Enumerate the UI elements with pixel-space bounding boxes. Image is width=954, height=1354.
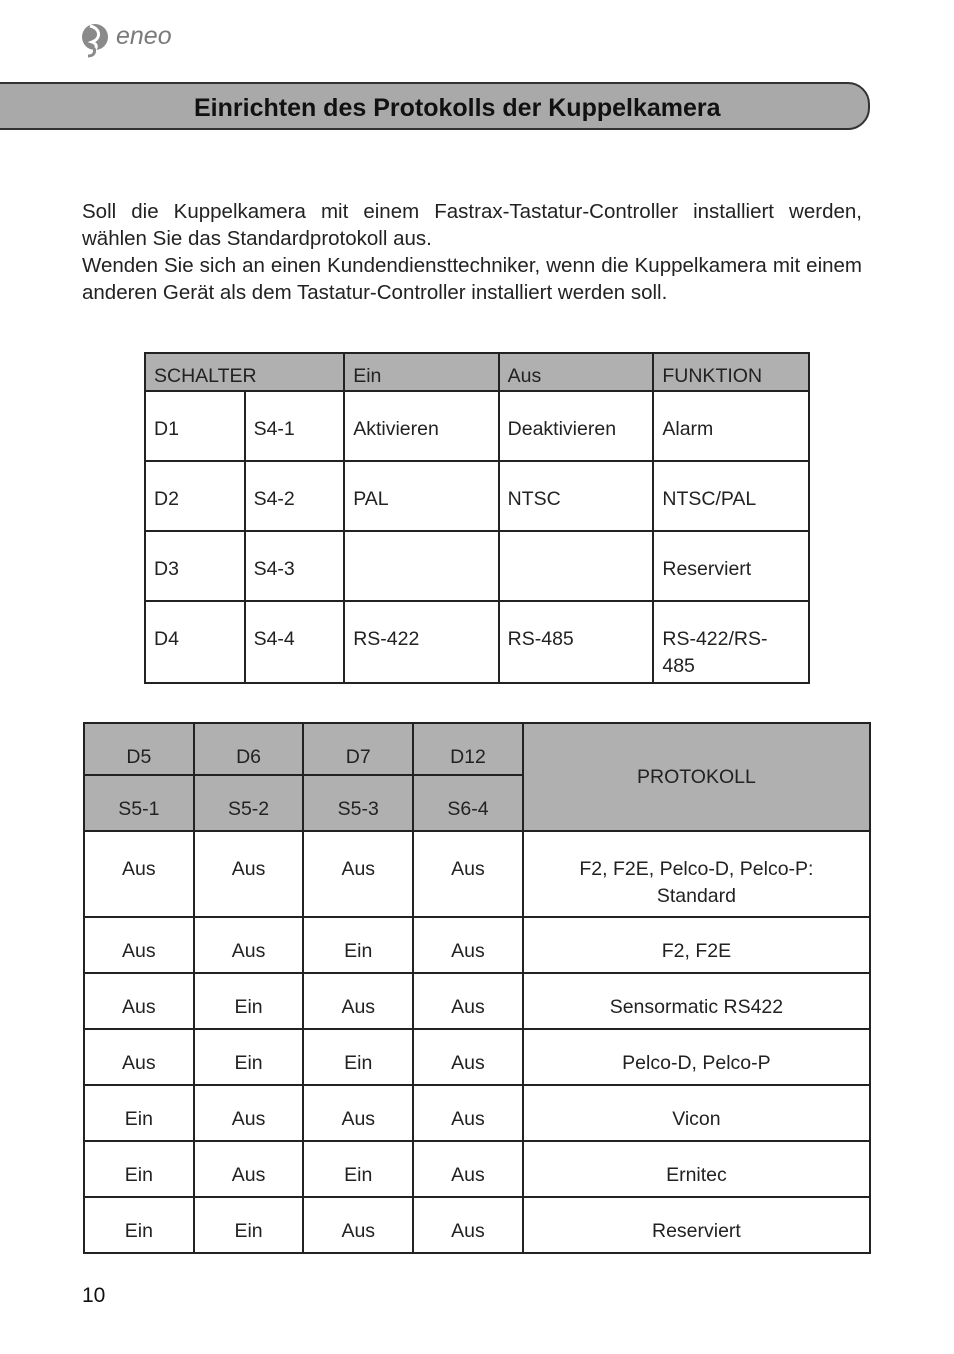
cell-d6: Aus	[194, 1085, 304, 1141]
cell-d5: Aus	[84, 831, 194, 917]
cell-protokoll: F2, F2E, Pelco-D, Pelco-P: Standard	[523, 831, 870, 917]
cell-ein: PAL	[344, 461, 498, 531]
cell-d12: Aus	[413, 1029, 523, 1085]
header-s5-1: S5-1	[84, 775, 194, 831]
cell-d6: Aus	[194, 831, 304, 917]
cell-d5: Aus	[84, 917, 194, 973]
cell-d7: Ein	[303, 1029, 413, 1085]
cell-d7: Aus	[303, 831, 413, 917]
table-row	[145, 461, 809, 531]
cell-funktion: Reserviert	[653, 531, 809, 601]
header-s6-4: S6-4	[413, 775, 523, 831]
header-ein: Ein	[344, 353, 498, 391]
cell-d12: Aus	[413, 973, 523, 1029]
protocol-header-dip-row	[84, 723, 870, 775]
intro-paragraph-2: Wenden Sie sich an einen Kundendiensttechniker, wenn die Kuppelkamera mit einem anderen Gerät als dem Tastatur-Controller installiert werden soll.	[82, 254, 862, 304]
cell-d7: Ein	[303, 917, 413, 973]
title-bar	[0, 82, 870, 130]
header-d5: D5	[84, 723, 194, 775]
protocol-table	[83, 722, 871, 1254]
table-row	[84, 1197, 870, 1253]
cell-aus: RS-485	[499, 601, 654, 683]
cell-ein: Aktivieren	[344, 391, 498, 461]
cell-protokoll: Ernitec	[523, 1141, 870, 1197]
cell-funktion: RS-422/RS-485	[653, 601, 809, 683]
header-funktion: FUNKTION	[653, 353, 809, 391]
cell-d5: Ein	[84, 1197, 194, 1253]
cell-d12: Aus	[413, 917, 523, 973]
cell-d: D1	[145, 391, 245, 461]
cell-d6: Aus	[194, 1141, 304, 1197]
header-d7: D7	[303, 723, 413, 775]
cell-d7: Aus	[303, 1197, 413, 1253]
cell-s: S4-4	[245, 601, 345, 683]
cell-d12: Aus	[413, 1141, 523, 1197]
cell-d5: Ein	[84, 1141, 194, 1197]
cell-d: D3	[145, 531, 245, 601]
table-row	[84, 1029, 870, 1085]
table-row	[84, 1141, 870, 1197]
cell-aus: Deaktivieren	[499, 391, 654, 461]
cell-d7: Ein	[303, 1141, 413, 1197]
table-row	[84, 1085, 870, 1141]
table-row	[84, 973, 870, 1029]
cell-protokoll: Pelco-D, Pelco-P	[523, 1029, 870, 1085]
cell-d6: Aus	[194, 917, 304, 973]
cell-d7: Aus	[303, 973, 413, 1029]
cell-d: D2	[145, 461, 245, 531]
table-row	[145, 391, 809, 461]
table-row	[84, 917, 870, 973]
table-row	[84, 831, 870, 917]
header-s5-3: S5-3	[303, 775, 413, 831]
cell-d: D4	[145, 601, 245, 683]
cell-d12: Aus	[413, 831, 523, 917]
cell-s: S4-1	[245, 391, 345, 461]
cell-d5: Ein	[84, 1085, 194, 1141]
header-d6: D6	[194, 723, 304, 775]
cell-protokoll: Vicon	[523, 1085, 870, 1141]
header-protokoll: PROTOKOLL	[523, 723, 870, 831]
cell-d6: Ein	[194, 1197, 304, 1253]
eneo-logo	[80, 18, 200, 58]
cell-ein: RS-422	[344, 601, 498, 683]
cell-d6: Ein	[194, 973, 304, 1029]
page-number: 10	[82, 1284, 106, 1307]
page-title: Einrichten des Protokolls der Kuppelkamera	[194, 94, 721, 122]
cell-protokoll: Reserviert	[523, 1197, 870, 1253]
cell-d6: Ein	[194, 1029, 304, 1085]
cell-funktion: NTSC/PAL	[653, 461, 809, 531]
logo-text: eneo	[116, 22, 172, 50]
cell-d7: Aus	[303, 1085, 413, 1141]
header-d12: D12	[413, 723, 523, 775]
intro-text	[82, 198, 862, 306]
header-s5-2: S5-2	[194, 775, 304, 831]
cell-d5: Aus	[84, 1029, 194, 1085]
cell-protokoll: Sensormatic RS422	[523, 973, 870, 1029]
table-row	[145, 601, 809, 683]
cell-s: S4-2	[245, 461, 345, 531]
cell-d12: Aus	[413, 1197, 523, 1253]
table-row	[145, 531, 809, 601]
table-header-row	[145, 353, 809, 391]
header-schalter: SCHALTER	[145, 353, 344, 391]
switch-function-table	[144, 352, 810, 684]
cell-aus: NTSC	[499, 461, 654, 531]
cell-funktion: Alarm	[653, 391, 809, 461]
cell-d12: Aus	[413, 1085, 523, 1141]
cell-ein	[344, 531, 498, 601]
cell-s: S4-3	[245, 531, 345, 601]
cell-d5: Aus	[84, 973, 194, 1029]
cell-aus	[499, 531, 654, 601]
cell-protokoll: F2, F2E	[523, 917, 870, 973]
header-aus: Aus	[499, 353, 654, 391]
intro-paragraph-1: Soll die Kuppelkamera mit einem Fastrax-Tastatur-Controller installiert werden, wählen Sie das Standardprotokoll aus.	[82, 200, 862, 250]
